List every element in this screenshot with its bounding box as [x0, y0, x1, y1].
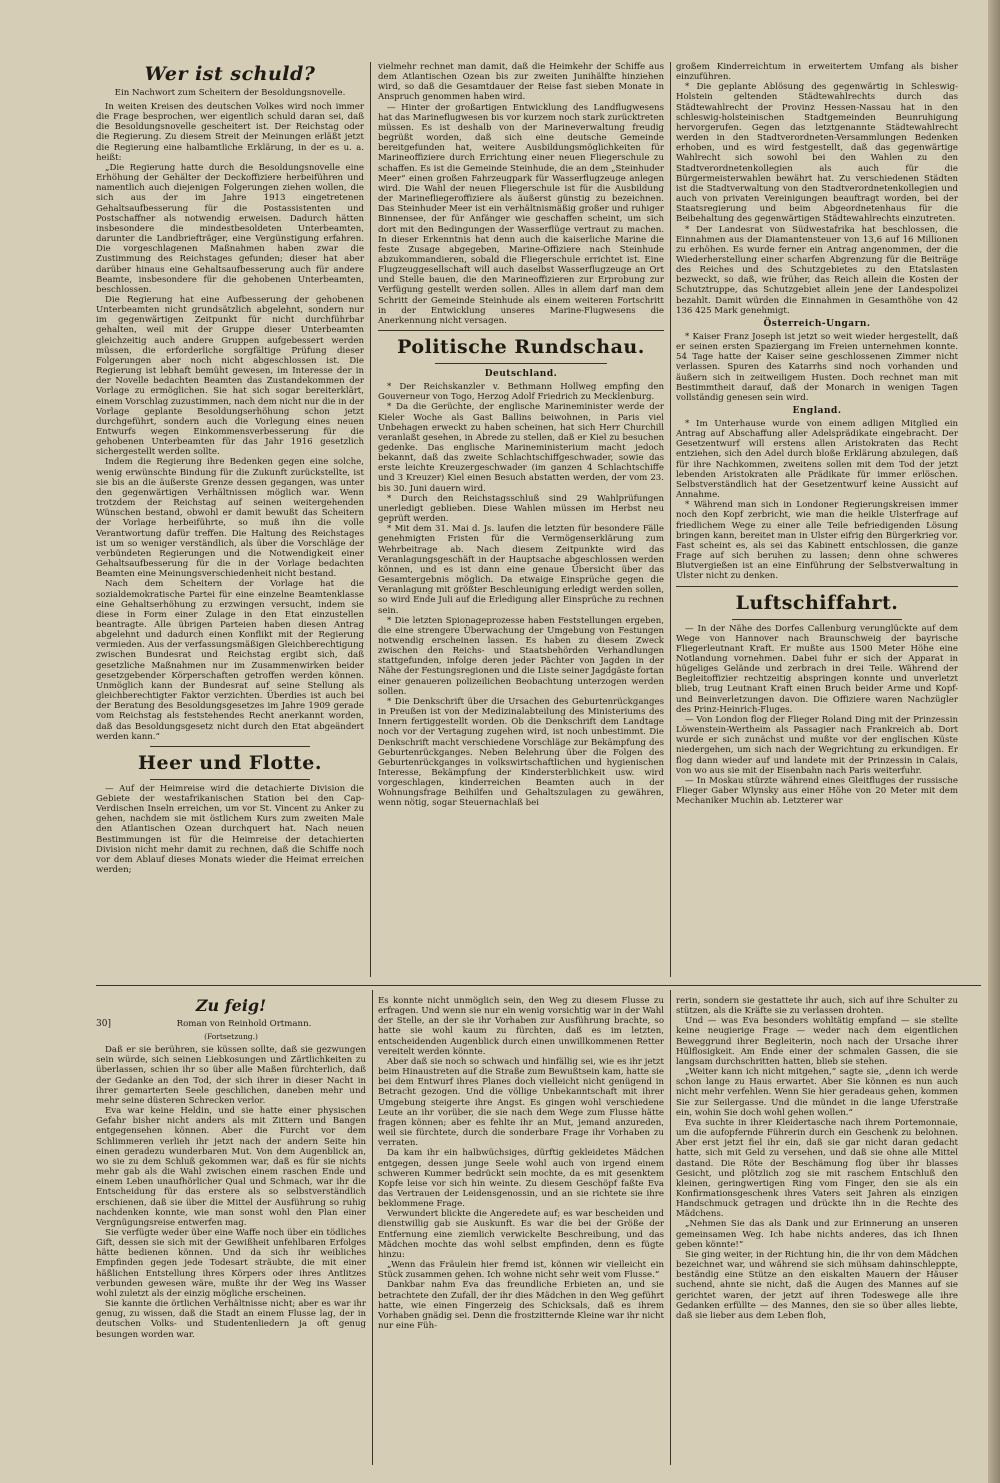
section-oesterreich-ungarn: Österreich-Ungarn.: [763, 318, 871, 329]
paragraph: — In der Nähe des Dorfes Callenburg verunglückte auf dem Wege von Hannover nach Braunschweig der bayrische Fliegerleutnant Kraft. Er mußte aus 1500 Meter Höhe eine Notlandung vornehmen. Dabei fuhr er sich der Apparat in hügeliges Gelände und zerbrach in drei Teile. Während der Begleitoffizier rechtzeitig abspringen konnte und unverletzt blieb, trug Leutnant Kraft einen Bruch beider Arme und Kopf- und Beinverletzungen davon. Die Offiziere waren Nachzügler des Prinz-Heinrich-Fluges.: [676, 623, 958, 715]
paragraph: großem Kinderreichtum in erweitertem Umfang als bisher einzuführen.: [676, 62, 958, 83]
paragraph: Es konnte nicht unmöglich sein, den Weg zu diesem Flusse zu erfragen. Und wenn sie nur ein wenig vorsichtig war in der Wahl der Stelle, an der sie ihr Vorhaben zur Ausführung brachte, so hatte sie wohl kaum zu fürchten, daß es im letzten, entscheidenden Augenblick durch einen unwillkommenen Retter vereitelt werden könnte.: [378, 996, 664, 1057]
paragraph: Sie kannte die örtlichen Verhältnisse nicht; aber es war ihr genug, zu wissen, daß die Stadt an einem Flusse lag, der in deutschen Volks- und Studentenliedern ja oft genug besungen worden war.: [96, 1299, 366, 1340]
paragraph: * Der Reichskanzler v. Bethmann Hollweg empfing den Gouverneur von Togo, Herzog Adolf Friedrich zu Mecklenburg.: [378, 382, 664, 403]
paragraph: * Während man sich in Londoner Regierungskreisen immer noch den Kopf zerbricht, wie man die heikle Ulsterfrage auf friedlichem Wege zu einer alle Teile befriedigenden Lösung bringen kann, bereitet man in Ulster eifrig den Bürgerkrieg vor. Fast scheint es, als sei das Kabinett entschlossen, die ganze Frage auf sich beruhen zu lassen; denn ohne schweres Blutvergießen ist an eine Einführung der Selbstverwaltung in Ulster nicht zu denken.: [676, 500, 958, 582]
paragraph: * Die geplante Ablösung des gegenwärtig in Schleswig-Holstein geltenden Städtewahlrechts durch das Städtewahlrecht der Provinz Hessen-Nassau hat in den schleswig-holsteinischen Stadtgemeinden Beunruhigung hervorgerufen. Gegen das letztgenannte Städtewahlrecht werden in den Stadtverordneten-Versammlungen Bedenken erhoben, und es wird festgestellt, daß das gegenwärtige Wahlrecht sich sowohl bei den Wahlen zu den Stadtverordnetenkollegien als auch für die Bürgermeisterwahlen bewährt hat. Zu verschiedenen Städten ist die Stadtverwaltung von den Stadtverordnetenkollegien und auch von privaten Vereinigungen beauftragt worden, bei der Staatsregierung und beim Abgeordnetenhaus für die Beibehaltung des gegenwärtigen Städtewahlrechts einzutreten.: [676, 82, 958, 225]
divider: [676, 586, 958, 587]
paragraph: * Mit dem 31. Mai d. Js. laufen die letzten für besondere Fälle genehmigten Fristen für die Vermögenserklärung zum Wehrbeitrage ab. Nach diesem Zeitpunkte wird das Veranlagungsgeschäft in der Hauptsache abgeschlossen werden können, und es ist dann eine genaue Übersicht über das Gesamtergebnis möglich. Da etwaige Einsprüche gegen die Veranlagung mit größter Beschleunigung erledigt werden sollen, so wird Ende Juli auf die Erledigung aller Einsprüche zu rechnen sein.: [378, 524, 664, 616]
headline-zu-feig: Zu feig!: [195, 996, 267, 1015]
feuilleton-column-2: [378, 996, 664, 1466]
section-deutschland: Deutschland.: [484, 369, 558, 380]
installment-number: 30]: [96, 1019, 111, 1029]
paragraph: Sie verfügte weder über eine Waffe noch über ein tödliches Gift, dessen sie sich mit der Gewißheit unfehlbaren Erfolges hätte bedienen können. Und da sich ihr weibliches Empfinden gegen jede Todesart sträubte, die mit einer häßlichen Entstellung ihres Körpers oder ihres Antlitzes verbunden gewesen wäre, mußte ihr der Weg ins Wasser wohl zuletzt als der einzig mögliche erscheinen.: [96, 1227, 366, 1299]
column-2: [378, 62, 664, 977]
paragraph: vielmehr rechnet man damit, daß die Heimkehr der Schiffe aus dem Atlantischen Ozean bis zur zweiten Junihälfte hinziehen wird, so daß die Gesamtdauer der Reise fast sieben Monate in Anspruch genommen haben wird.: [378, 62, 664, 103]
paragraph: * Da die Gerüchte, der englische Marineminister werde der Kieler Woche als Gast Ballins beiwohnen, in Paris viel Unbehagen erweckt zu haben scheinen, hat sich Herr Churchill veranlaßt gesehen, in Abrede zu stellen, daß er Kiel zu besuchen gedenke. Das englische Marineministerium macht jedoch bekannt, daß das zweite Schlachtschiffgeschwader, sowie das erste leichte Kreuzergeschwader (im ganzen 4 Schlachtschiffe und 3 Kreuzer) Kiel einen Besuch abstatten werden, der vom 23. bis 30. Juni dauern wird.: [378, 402, 664, 494]
paragraph: Verwundert blickte die Angeredete auf; es war bescheiden und dienstwillig gab sie Auskunft. Es war die bei der Größe der Entfernung eine ziemlich verwickelte Beschreibung, und das Mädchen mochte das wohl selbst empfinden, denn es fügte hinzu:: [378, 1209, 664, 1260]
paragraph: * Kaiser Franz Joseph ist jetzt so weit wieder hergestellt, daß er seinen ersten Spaziergang im Freien unternehmen konnte. 54 Tage hatte der Kaiser seine geschlossenen Zimmer nicht verlassen. Spuren des Katarrhs sind noch vorhanden und äußern sich in zeitweiligem Husten. Doch rechnet man mit Bestimmtheit darauf, daß der Monarch in wenigen Tagen vollständig genesen sein wird.: [676, 331, 958, 403]
feuilleton-column-1: [96, 996, 366, 1466]
paragraph: „Die Regierung hatte durch die Besoldungsnovelle eine Erhöhung der Gehälter der Deckoffiziere herbeiführen und namentlich auch diejenigen Folgerungen ziehen wollen, die sich aus der im Jahre 1913 eingetretenen Gehaltsaufbesserung für die Postassistenten und Postschaffner als notwendig erweisen. Dadurch hätten insbesondere die mindestbesoldeten Unterbeamten, darunter die Landbriefträger, eine Vergünstigung erfahren. Die vorgeschlagenen Maßnahmen haben zwar die Zustimmung des Reichstages gefunden; dieser hat aber darüber hinaus eine Gehaltsaufbesserung auch für andere Beamte, insbesondere für die gehobenen Unterbeamten, beschlossen.: [96, 162, 364, 295]
paragraph: Eva war keine Heldin, und sie hatte einer physischen Gefahr bisher nicht anders als mit Zittern und Bangen entgegensehen können. Aber die Furcht vor dem Schlimmeren verlieh ihr jetzt nach der andern Seite hin einen geradezu wunderbaren Mut. Von dem Augenblick an, wo sie zu dem Schluß gekommen war, daß es für sie nichts mehr gab als die Wahl zwischen einem raschen Ende und einem Leben unaufhörlicher Qual und Schmach, war ihr die Entscheidung für das erstere als so selbstverständlich erschienen, daß sie über die Mittel der Ausführung so ruhig nachdenken konnte, wie man sonst wohl den Plan einer Vergnügungsreise entwerfen mag.: [96, 1106, 366, 1228]
paragraph: Und — was Eva besonders wohltätig empfand — sie stellte keine neugierige Frage — weder nach dem eigentlichen Beweggrund ihrer Begleiterin, noch nach der Ursache ihrer Hülflosigkeit. Am Ende einer der schmalen Gassen, die sie langsam durchschritten hatten, blieb sie stehen.: [676, 1016, 958, 1067]
column-1: [96, 62, 364, 977]
byline: Roman von Reinhold Ortmann.: [176, 1019, 312, 1029]
paragraph: Aber daß sie noch so schwach und hinfällig sei, wie es ihr jetzt beim Hinaustreten auf die Straße zum Bewußtsein kam, hatte sie bei dem Entwurf ihres Planes doch vielleicht nicht genügend in Betracht gezogen. Und die völlige Unbekanntschaft mit ihrer Umgebung steigerte ihre Angst. Es gingen wohl verschiedene Leute an ihr vorüber, die sie nach dem Wege zum Flusse hätte fragen können; aber es fehlte ihr an Mut, jemand anzureden, weil sie fürchtete, durch die sonderbare Frage ihr Vorhaben zu verraten.: [378, 1056, 664, 1149]
paragraph: * Die Denkschrift über die Ursachen des Geburtenrückganges in Preußen ist von der Medizinalabteilung des Ministeriums des Innern fertiggestellt worden. Ob die Denkschrift dem Landtage noch vor der Vertagung zugehen wird, ist noch unbestimmt. Die Denkschrift macht verschiedene Vorschläge zur Bekämpfung des Geburtenrückganges. Neben Belehrung über die Folgen des Geburtenrückganges in volkswirtschaftlichen und hygienischen Interesse, Bekämpfung der Kindersterblichkeit usw. wird vorgeschlagen, kinderreichen Beamten auch in der Wohnungsfrage Beihilfen und Gehaltszulagen zu gewähren, wenn nötig, sogar Steuernachlaß bei: [378, 696, 664, 809]
byline-row: [96, 1019, 366, 1029]
column-rule: [372, 990, 373, 1465]
headline-luftschiffahrt: Luftschiffahrt.: [735, 591, 899, 614]
column-3: [676, 62, 958, 977]
paragraph: Eva suchte in ihrer Kleidertasche nach ihrem Portemonnaie, um die aufopfernde Führerin durch ein Geschenk zu belohnen. Aber erst jetzt fiel ihr ein, daß sie gar nicht daran gedacht hatte, sich mit Geld zu versehen, und daß sie ohne alle Mittel dastand. Die Röte der Beschämung flog über ihr blasses Gesicht, und plötzlich zog sie mit raschem Entschluß den kleinen, geringwertigen Ring vom Finger, den sie als ein Konfirmationsgeschenk ihres Vaters seit Jahren als einzigen Handschmuck getragen und drückte ihn in die Rechte des Mädchens.: [676, 1117, 958, 1220]
paragraph: „Wenn das Fräulein hier fremd ist, können wir vielleicht ein Stück zusammen gehen. Ich wohne nicht sehr weit vom Flusse.“: [378, 1260, 664, 1281]
divider: [378, 330, 664, 331]
page-edge: [988, 0, 1000, 1483]
paragraph: — Auf der Heimreise wird die detachierte Division die Gebiete der westafrikanischen Station bei den Cap-Verdischen Inseln erreichen, um vor St. Vincent zu Anker zu gehen, nachdem sie mit östlichem Kurs zum zweiten Male den Atlantischen Ozean durchquert hat. Nach neuen Bestimmungen ist für die Heimreise der detachierten Division nicht mehr damit zu rechnen, daß die Schiffe noch vor dem Ablauf dieses Monats wieder die Heimat erreichen werden;: [96, 783, 364, 876]
paragraph: — Von London flog der Flieger Roland Ding mit der Prinzessin Löwenstein-Wertheim als Passagier nach Frankreich ab. Dort wurde er sich zunächst und mußte vor der englischen Küste niedergehen, um sich nach der Wegrichtung zu erkundigen. Er flog dann wieder auf und landete mit der Prinzessin in Calais, von wo aus sie mit der Eisenbahn nach Paris weiterfuhr.: [676, 714, 958, 776]
paragraph: Indem die Regierung ihre Bedenken gegen eine solche, wenig erwünschte Bindung für die Zukunft zurückstellte, ist sie bis an die äußerste Grenze dessen gegangen, was unter den gegenwärtigen Verhältnissen möglich war. Wenn trotzdem der Reichstag auf seinen weitergehenden Wünschen bestand, obwohl er damit bewußt das Scheitern der Vorlage herbeiführte, so muß ihn die volle Verantwortung dafür treffen. Die Haltung des Reichstages ist um so weniger verständlich, als über die Vorschläge der verbündeten Regierungen und die Notwendigkeit einer Gehaltsaufbesserung für die in der Vorlage bedachten Beamten eine Meinungsverschiedenheit nicht bestand.: [96, 457, 364, 580]
continuation-note: (Fortsetzung.): [204, 1032, 258, 1042]
divider: [150, 779, 311, 780]
paragraph: * Der Landesrat von Südwestafrika hat beschlossen, die Einnahmen aus der Diamantensteuer von 13,6 auf 16 Millionen zu erhöhen. Es wurde ferner ein Antrag angenommen, der die Wiederherstellung einer scharfen Abgrenzung für die Beiträge des Reiches und des Schutzgebietes zu den Etatslasten bezweckt, so daß, wie früher, das Reich allein die Kosten der Schutztruppe, das Schutzgebiet allein jene der Landespolizei bezahlt. Damit würden die Einnahmen in Gesamthöhe von 42 136 425 Mark genehmigt.: [676, 224, 958, 316]
paragraph: „Nehmen Sie das als Dank und zur Erinnerung an unseren gemeinsamen Weg. Ich habe nichts anderes, das ich Ihnen geben könnte!“: [676, 1219, 958, 1250]
paragraph: * Im Unterhause wurde von einem adligen Mitglied ein Antrag auf Abschaffung aller Adelsprädikate eingebracht. Der Gesetzentwurf will erstens allen Aristokraten das Recht entziehen, sich den Adel durch bloße Erklärung abzulegen, daß für ihre Nachkommen, zweitens sollen mit dem Tod der jetzt lebenden Aristokraten alle Prädikate für immer erlöschen. Selbstverständlich hat der Gesetzentwurf keine Aussicht auf Annahme.: [676, 419, 958, 501]
paragraph: * Die letzten Spionageprozesse haben Feststellungen ergeben, die eine strengere Überwachung der Umgebung von Festungen notwendig erscheinen lassen. Es haben zu diesem Zweck zwischen den Reichs- und Staatsbehörden Verhandlungen stattgefunden, infolge deren jeder Pächter von Jagden in der Nähe der Festungsregionen und die Liste seiner Jagdgäste fortan einer genaueren polizeilichen Beobachtung unterzogen werden sollen.: [378, 615, 664, 697]
paragraph: Nach dem Scheitern der Vorlage hat die sozialdemokratische Partei für eine einzelne Beamtenklasse eine Gehaltserhöhung zu erzwingen versucht, indem sie diese in Form einer Zulage in den Etat einzustellen beantragte. Alle übrigen Parteien haben diesen Antrag abgelehnt und dadurch einen Konflikt mit der Regierung vermieden. Aus der verfassungsmäßigen Gleichberechtigung zwischen Bundesrat und Reichstag ergibt sich, daß gesetzliche Maßnahmen nur im Zusammenwirken beider gesetzgebender Körperschaften getroffen werden können. Unmöglich kann der Bundesrat auf seine Stellung als gleichberechtigter Faktor verzichten. Überdies ist auch bei der Beratung des Besoldungsgesetzes im Jahre 1909 gerade vom Reichstag als feststehendes Recht anerkannt worden, daß das Besoldungsgesetz nicht durch den Etat abgeändert werden kann.“: [96, 579, 364, 742]
paragraph: Da kam ihr ein halbwüchsiges, dürftig gekleidetes Mädchen entgegen, dessen junge Seele wohl auch von irgend einem schweren Kummer bedrückt sein mochte, da es mit gesenktem Kopfe leise vor sich hin weinte. Zu diesem Geschöpf faßte Eva das Vertrauen der Leidensgenossin, und an sie richtete sie ihre beklommene Frage.: [378, 1148, 664, 1210]
paragraph: Daß er sie berühren, sie küssen sollte, daß sie gezwungen sein würde, sich seinen Liebkosungen und Zärtlichkeiten zu überlassen, schien ihr so über alle Maßen fürchterlich, daß der Gedanke an den Tod, der sich ihrer in dieser Nacht in ihrer gemarterten Seele geschlichen, daneben mehr und mehr seine düsteren Schrecken verlor.: [96, 1045, 366, 1106]
headline-heer-und-flotte: Heer und Flotte.: [138, 751, 322, 774]
column-rule: [670, 990, 671, 1465]
article-subtitle: Ein Nachwort zum Scheitern der Besoldungsnovelle.: [114, 88, 346, 98]
column-rule: [670, 62, 671, 977]
paragraph: — In Moskau stürzte während eines Gleitfluges der russische Flieger Gaber Wlynsky aus einer Höhe von 20 Meter mit dem Mechaniker Muchin ab. Letzterer war: [676, 775, 958, 807]
paragraph: In weiten Kreisen des deutschen Volkes wird noch immer die Frage besprochen, wer eigentlich schuld daran sei, daß die Besoldungsnovelle gescheitert ist. Der Reichstag oder die Regierung. Zu diesem Streit der Meinungen erläßt jetzt die Regierung eine halbamtliche Erklärung, in der es u. a. heißt:: [96, 102, 364, 163]
paragraph: „Weiter kann ich nicht mitgehen,“ sagte sie, „denn ich werde schon lange zu Haus erwartet. Aber Sie können es nun auch nicht mehr verfehlen. Wenn Sie hier geradeaus gehen, kommen Sie zur Seilergasse. Und die mündet in die lange Uferstraße ein, wohin Sie doch wohl gehen wollen.“: [676, 1067, 958, 1118]
divider: [150, 746, 311, 747]
paragraph: Dankbar nahm Eva das freundliche Erbieten an, und sie betrachtete den Zufall, der ihr dies Mädchen in den Weg geführt hatte, wie einen Fingerzeig des Schicksals, daß es ihrem Vorhaben gnädig sei. Denn die frostzitternde Kleine war ihr nicht nur eine Füh-: [378, 1280, 664, 1331]
headline-politische-rundschau: Politische Rundschau.: [397, 336, 645, 359]
paragraph: — Hinter der großartigen Entwicklung des Landflugwesens hat das Marineflugwesen bis vor kurzem noch stark zurücktreten müssen. Es ist deshalb von der Marineverwaltung freudig begrüßt worden, daß sich eine deutsche Gemeinde bereitgefunden hat, weitere Ausbildungsmöglichkeiten für Marineoffiziere durch Errichtung einer neuen Fliegerschule zu schaffen. Es ist die Gemeinde Steinhude, die an dem „Steinhuder Meer“ einen großen Fahrzeugpark für Wasserflugzeuge anlegen wird. Die Wahl der neuen Fliegerschule ist für die Ausbildung der Marinefliegeroffiziere als äußerst günstig zu bezeichnen. Das Steinhuder Meer ist ein verhältnismäßig großer und ruhiger Binnensee, der für Anfänger wie geschaffen scheint, um sich dort mit den Bedingungen der Wasserflüge vertraut zu machen. In dieser Erkenntnis hat denn auch die kaiserliche Marine die feste Zusage abgegeben, Marine-Offiziere nach Steinhude abzukommandieren, sobald die Fliegerschule errichtet ist. Eine Flugzeuggesellschaft will auch daselbst Wasserflugzeuge an Ort und Stelle bauen, die den Marineoffizieren zur Erprobung zur Verfügung gestellt werden sollen. Alles in allem darf man dem Schritt der Gemeinde Steinhude als einem weiteren Fortschritt in der Entwicklung unseres Marine-Flugwesens die Anerkennung nicht versagen.: [378, 102, 664, 326]
column-rule: [370, 62, 371, 977]
paragraph: * Durch den Reichstagsschluß sind 29 Wahlprüfungen unerledigt geblieben. Diese Wahlen müssen im Herbst neu geprüft werden.: [378, 493, 664, 525]
headline-wer-ist-schuld: Wer ist schuld?: [144, 63, 316, 85]
section-divider: [96, 985, 981, 986]
divider: [435, 363, 607, 364]
paragraph: Die Regierung hat eine Aufbesserung der gehobenen Unterbeamten nicht grundsätzlich abgelehnt, sondern nur im gegenwärtigen Zeitpunkt für nicht durchführbar gehalten, weil mit der Gruppe dieser Unterbeamten gleichzeitig auch andere Gruppen aufgebessert werden müssen, die erforderliche sorgfältige Prüfung dieser Folgerungen aber noch nicht abgeschlossen ist. Die Regierung ist lebhaft bemüht gewesen, im Interesse der in der Novelle bedachten Beamten das Zustandekommen der Vorlage zu ermöglichen. Sie hat sich sogar bereiterklärt, einem Vorschlag zuzustimmen, nach dem nicht nur die in der Vorlage geplante Besoldungserhöhung schon jetzt durchgeführt, sondern auch die Vorlegung eines neuen Entwurfs wegen Einkommensverbesserung für die gehobenen Unterbeamten für das Jahr 1916 gesetzlich sichergestellt werden sollte.: [96, 294, 364, 458]
paragraph: rerin, sondern sie gestattete ihr auch, sich auf ihre Schulter zu stützen, als die Kräfte sie zu verlassen drohten.: [676, 996, 958, 1017]
paragraph: Sie ging weiter, in der Richtung hin, die ihr von dem Mädchen bezeichnet war, und während sie sich mühsam dahinschleppte, beständig eine Stütze an den eiskalten Mauern der Häuser suchend, ahnte sie nicht, daß die Augen des Mannes auf sie gerichtet waren, der jetzt auf ihren Todeswege alle ihre Gedanken erfüllte — des Mannes, den sie so über alles liebte, daß sie lieber aus dem Leben floh,: [676, 1249, 958, 1321]
divider: [732, 619, 901, 620]
section-england: England.: [792, 406, 842, 416]
feuilleton-column-3: [676, 996, 958, 1466]
